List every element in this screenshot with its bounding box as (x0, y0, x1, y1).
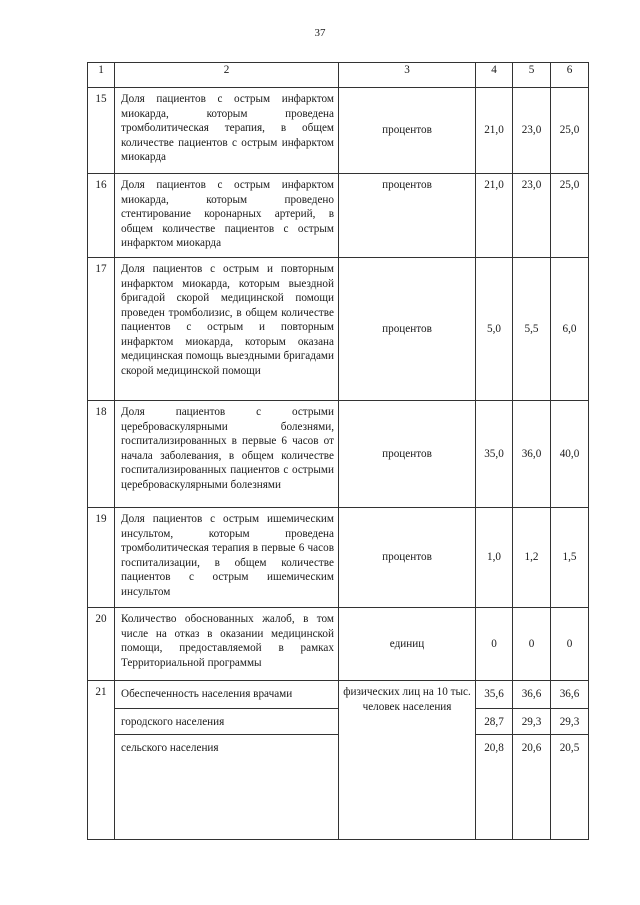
table-row (88, 174, 589, 258)
row-number: 17 (88, 258, 115, 401)
table-row (88, 88, 589, 174)
value-cell: 36,6 (551, 681, 589, 709)
row-number: 18 (88, 401, 115, 508)
column-header: 5 (513, 63, 551, 88)
unit-cell: процентов (339, 258, 476, 401)
value-cell: 0 (476, 608, 513, 681)
column-header: 2 (115, 63, 339, 88)
value-cell: 35,6 (476, 681, 513, 709)
unit-cell: единиц (339, 608, 476, 681)
table-row (88, 608, 589, 681)
unit-cell: физических лиц на 10 тыс. человек населения (339, 681, 476, 840)
table-row (88, 508, 589, 608)
value-cell: 40,0 (551, 401, 589, 508)
value-cell: 23,0 (513, 88, 551, 174)
page-number: 37 (314, 27, 326, 39)
indicator-description: Доля пациентов с острыми цереброваскулярными болезнями, госпитализированных в первые 6 часов от начала заболевания, в общем количестве госпитализированных пациентов с острыми цереброваскулярными болезнями (115, 401, 339, 508)
indicator-description: городского населения (115, 709, 339, 735)
value-cell: 20,5 (551, 734, 589, 839)
indicator-description: Доля пациентов с острым инфарктом миокарда, которым проведено стентирование коронарных артерий, в общем количестве пациентов с острым инфарктом миокарда (115, 174, 339, 258)
table-header-row (88, 63, 589, 88)
column-header: 4 (476, 63, 513, 88)
value-cell: 1,2 (513, 508, 551, 608)
table-row (88, 401, 589, 508)
column-header: 1 (88, 63, 115, 88)
indicators-table (87, 62, 589, 840)
value-cell: 29,3 (513, 709, 551, 735)
row-number: 20 (88, 608, 115, 681)
table-row (88, 709, 589, 735)
value-cell: 21,0 (476, 174, 513, 258)
value-cell: 23,0 (513, 174, 551, 258)
row-number: 15 (88, 88, 115, 174)
table-row (88, 258, 589, 401)
indicator-description: Обеспеченность населения врачами (115, 681, 339, 709)
value-cell: 29,3 (551, 709, 589, 735)
indicator-description: сельского населения (115, 734, 339, 839)
value-cell: 0 (513, 608, 551, 681)
column-header: 6 (551, 63, 589, 88)
unit-cell: процентов (339, 508, 476, 608)
column-header: 3 (339, 63, 476, 88)
indicator-description: Доля пациентов с острым ишемическим инсультом, которым проведена тромболитическая терапия в первые 6 часов госпитализации, в общем количестве пациентов с острым ишемическим инсультом (115, 508, 339, 608)
value-cell: 21,0 (476, 88, 513, 174)
row-number: 19 (88, 508, 115, 608)
value-cell: 25,0 (551, 88, 589, 174)
unit-cell: процентов (339, 174, 476, 258)
value-cell: 36,0 (513, 401, 551, 508)
value-cell: 25,0 (551, 174, 589, 258)
indicator-description: Количество обоснованных жалоб, в том числе на отказ в оказании медицинской помощи, предоставляемой в рамках Территориальной программы (115, 608, 339, 681)
value-cell: 5,5 (513, 258, 551, 401)
unit-cell: процентов (339, 88, 476, 174)
indicator-description: Доля пациентов с острым инфарктом миокарда, которым проведена тромболитическая терапия, в общем количестве пациентов с острым инфарктом миокарда (115, 88, 339, 174)
unit-cell: процентов (339, 401, 476, 508)
indicator-description: Доля пациентов с острым и повторным инфарктом миокарда, которым выездной бригадой скорой медицинской помощи проведен тромболизис, в общем количестве пациентов с острым и повторным инфарктом миокарда, которым оказана медицинская помощь выездными бригадами скорой медицинской помощи (115, 258, 339, 401)
value-cell: 35,0 (476, 401, 513, 508)
row-number: 16 (88, 174, 115, 258)
value-cell: 20,6 (513, 734, 551, 839)
table-row (88, 681, 589, 709)
value-cell: 36,6 (513, 681, 551, 709)
value-cell: 1,0 (476, 508, 513, 608)
row-number: 21 (88, 681, 115, 840)
value-cell: 5,0 (476, 258, 513, 401)
table-row (88, 734, 589, 839)
value-cell: 28,7 (476, 709, 513, 735)
value-cell: 0 (551, 608, 589, 681)
value-cell: 6,0 (551, 258, 589, 401)
value-cell: 20,8 (476, 734, 513, 839)
value-cell: 1,5 (551, 508, 589, 608)
